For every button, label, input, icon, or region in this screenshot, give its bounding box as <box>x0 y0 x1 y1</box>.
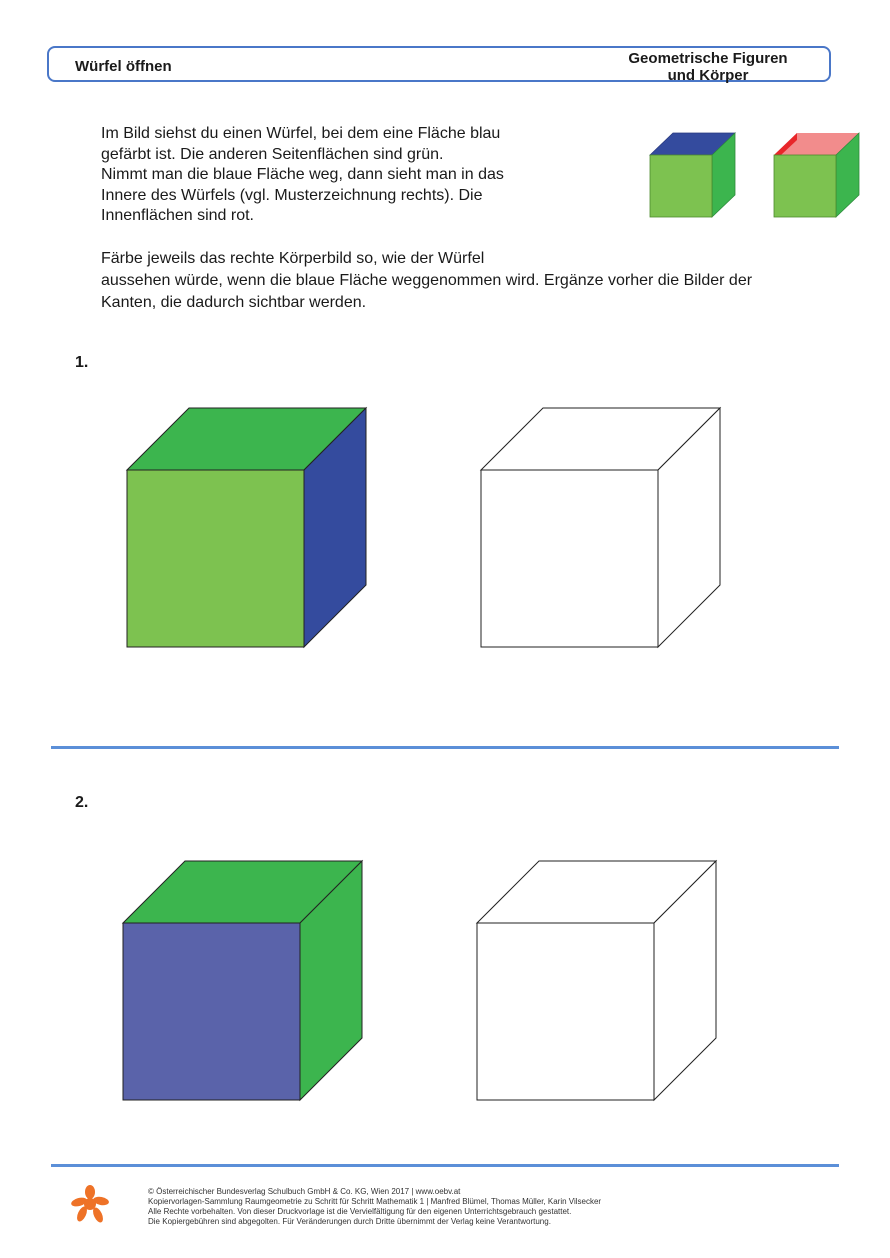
footer-line: © Österreichischer Bundesverlag Schulbuch GmbH & Co. KG, Wien 2017 | www.oebv.at <box>148 1187 461 1196</box>
ex2-outline-front-face <box>477 923 654 1100</box>
intro-line: Im Bild siehst du einen Würfel, bei dem eine Fläche blau <box>101 125 501 142</box>
publisher-logo-icon <box>70 1184 110 1224</box>
footer-line: Die Kopiergebühren sind abgegolten. Für Veränderungen durch Dritte übernimmt der Verlag keine Verantwortung. <box>148 1217 551 1226</box>
footer-line: Alle Rechte vorbehalten. Von dieser Druckvorlage ist die Vervielfältigung für den eigenen Unterrichtsgebrauch gestattet. <box>148 1207 572 1216</box>
topic-line-1: Geometrische Figuren <box>628 50 788 67</box>
intro-line: Nimmt man die blaue Fläche weg, dann sieht man in das <box>101 166 504 183</box>
worksheet-title: Würfel öffnen <box>75 58 172 75</box>
footer-divider <box>51 1164 839 1167</box>
task-line: Kanten, die dadurch sichtbar werden. <box>101 294 367 311</box>
task-line: Färbe jeweils das rechte Körperbild so, wie der Würfel <box>101 250 485 267</box>
intro-line: gefärbt ist. Die anderen Seitenflächen sind grün. <box>101 145 444 163</box>
exercise-number-1: 1. <box>75 354 89 371</box>
exercise-number-2: 2. <box>75 794 89 811</box>
intro-line: Innere des Würfels (vgl. Musterzeichnung rechts). Die <box>101 186 483 204</box>
intro-line: Innenflächen sind rot. <box>101 207 254 224</box>
topic-line-2: und Körper <box>667 67 749 84</box>
footer-line: Kopiervorlagen-Sammlung Raumgeometrie zu Schritt für Schritt Mathematik 1 | Manfred Blümel, Thomas Müller, Karin Vilsecker <box>148 1197 602 1206</box>
copyright-footer <box>148 1187 828 1227</box>
task-line: aussehen würde, wenn die blaue Fläche weggenommen wird. Ergänze vorher die Bilder der <box>101 272 753 289</box>
